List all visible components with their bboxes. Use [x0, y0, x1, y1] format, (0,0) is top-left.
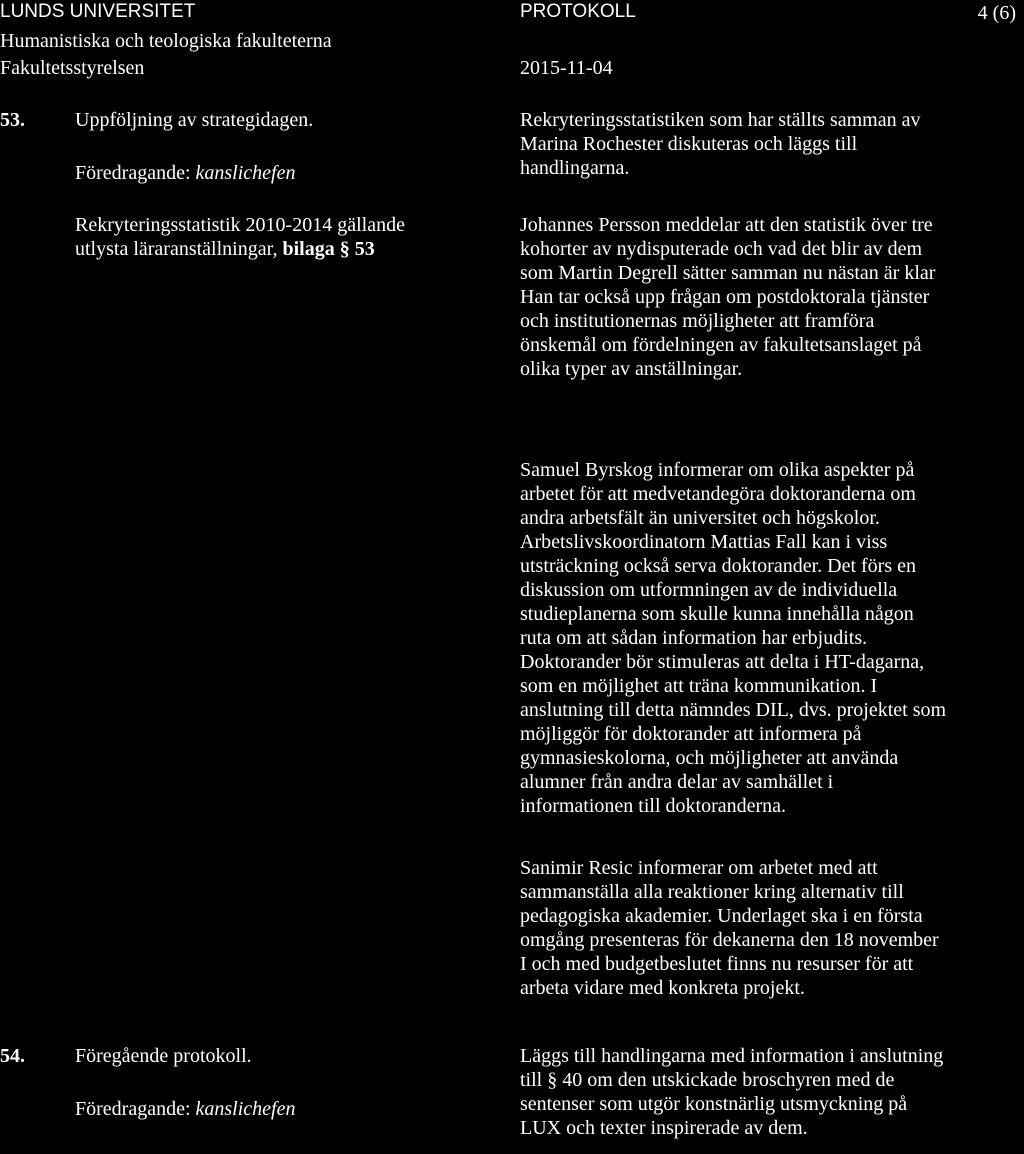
paragraph-line: anslutning till detta nämndes DIL, dvs. projektet som — [520, 699, 947, 721]
paragraph-line: som Martin Degrell sätter samman nu nästan är klar — [520, 262, 936, 284]
paragraph-line: arbetet för att medvetandegöra doktoranderna om — [520, 483, 916, 505]
presenter-role: kanslichefen — [195, 162, 296, 184]
paragraph-line: I och med budgetbeslutet finns nu resurser för att — [520, 953, 914, 975]
paragraph-line: kohorter av nydisputerade och vad det blir av dem — [520, 238, 923, 260]
item-53-title: Uppföljning av strategidagen. — [75, 109, 314, 131]
board-name: Fakultetsstyrelsen — [0, 57, 145, 79]
presenter-role: kanslichefen — [195, 1098, 296, 1120]
paragraph-line: Doktorander bör stimuleras att delta i HT-dagarna, — [520, 651, 925, 673]
item-54-title: Föregående protokoll. — [75, 1045, 252, 1067]
paragraph-line: Arbetslivskoordinatorn Mattias Fall kan i viss — [520, 531, 888, 553]
paragraph-line: diskussion om utformningen av de individuella — [520, 579, 898, 601]
item-53-paragraph — [520, 108, 1020, 180]
paragraph-line: Läggs till handlingarna med information i anslutning — [520, 1045, 944, 1067]
document-date: 2015-11-04 — [520, 57, 613, 79]
paragraph-line: informationen till doktoranderna. — [520, 795, 787, 817]
item-54-number: 54. — [0, 1045, 25, 1067]
paragraph-line: handlingarna. — [520, 157, 630, 179]
item-53-paragraph — [520, 458, 1020, 818]
paragraph-line: studieplanerna som skulle kunna innehålla någon — [520, 603, 914, 625]
page-number: 4 (6) — [977, 2, 1016, 24]
faculty-name: Humanistiska och teologiska fakulteterna — [0, 30, 332, 52]
paragraph-line: Han tar också upp frågan om postdoktorala tjänster — [520, 286, 930, 308]
item-53-presenter — [75, 161, 295, 185]
attachment-line: utlysta läraranställningar, bilaga § 53 — [75, 238, 375, 260]
paragraph-line: utsträckning också serva doktorander. Det förs en — [520, 555, 916, 577]
paragraph-line: olika typer av anställningar. — [520, 358, 743, 380]
attachment-line: Rekryteringsstatistik 2010-2014 gällande — [75, 214, 405, 236]
paragraph-line: gymnasieskolorna, och möjligheter att använda — [520, 747, 899, 769]
paragraph-line: omgång presenteras för dekanerna den 18 november — [520, 929, 939, 951]
paragraph-line: som en möjlighet att träna kommunikation. I — [520, 675, 878, 697]
paragraph-line: Marina Rochester diskuteras och läggs till — [520, 133, 858, 155]
item-53-number: 53. — [0, 109, 25, 131]
paragraph-line: sammanställa alla reaktioner kring alternativ till — [520, 881, 904, 903]
paragraph-line: alumner från andra delar av samhället i — [520, 771, 834, 793]
paragraph-line: Johannes Persson meddelar att den statistik över tre — [520, 214, 933, 236]
paragraph-line: sentenser som utgör konstnärlig utsmyckning på — [520, 1093, 908, 1115]
item-54-paragraph — [520, 1044, 1020, 1140]
item-54-presenter — [75, 1097, 295, 1121]
item-53-paragraph — [520, 213, 1020, 381]
paragraph-line: LUX och texter inspirerade av dem. — [520, 1117, 808, 1139]
document-type: PROTOKOLL — [520, 1, 636, 22]
paragraph-line: arbeta vidare med konkreta projekt. — [520, 977, 805, 999]
paragraph-line: och institutionernas möjligheter att framföra — [520, 310, 875, 332]
paragraph-line: möjliggör för doktorander att informera på — [520, 723, 862, 745]
paragraph-line: Rekryteringsstatistiken som har ställts samman av — [520, 109, 921, 131]
presenter-prefix: Föredragande: — [75, 1098, 196, 1120]
presenter-prefix: Föredragande: — [75, 162, 196, 184]
paragraph-line: till § 40 om den utskickade broschyren med de — [520, 1069, 895, 1091]
paragraph-line: Sanimir Resic informerar om arbetet med att — [520, 857, 878, 879]
item-53-paragraph — [520, 856, 1020, 1000]
paragraph-line: pedagogiska akademier. Underlaget ska i en första — [520, 905, 923, 927]
university-name: LUNDS UNIVERSITET — [0, 1, 196, 22]
paragraph-line: andra arbetsfält än universitet och högskolor. — [520, 507, 880, 529]
paragraph-line: Samuel Byrskog informerar om olika aspekter på — [520, 459, 915, 481]
item-53-attachment — [75, 213, 495, 261]
paragraph-line: ruta om att sådan information har erbjudits. — [520, 627, 868, 649]
paragraph-line: önskemål om fördelningen av fakultetsanslaget på — [520, 334, 922, 356]
attachment-reference: bilaga § 53 — [282, 238, 375, 260]
